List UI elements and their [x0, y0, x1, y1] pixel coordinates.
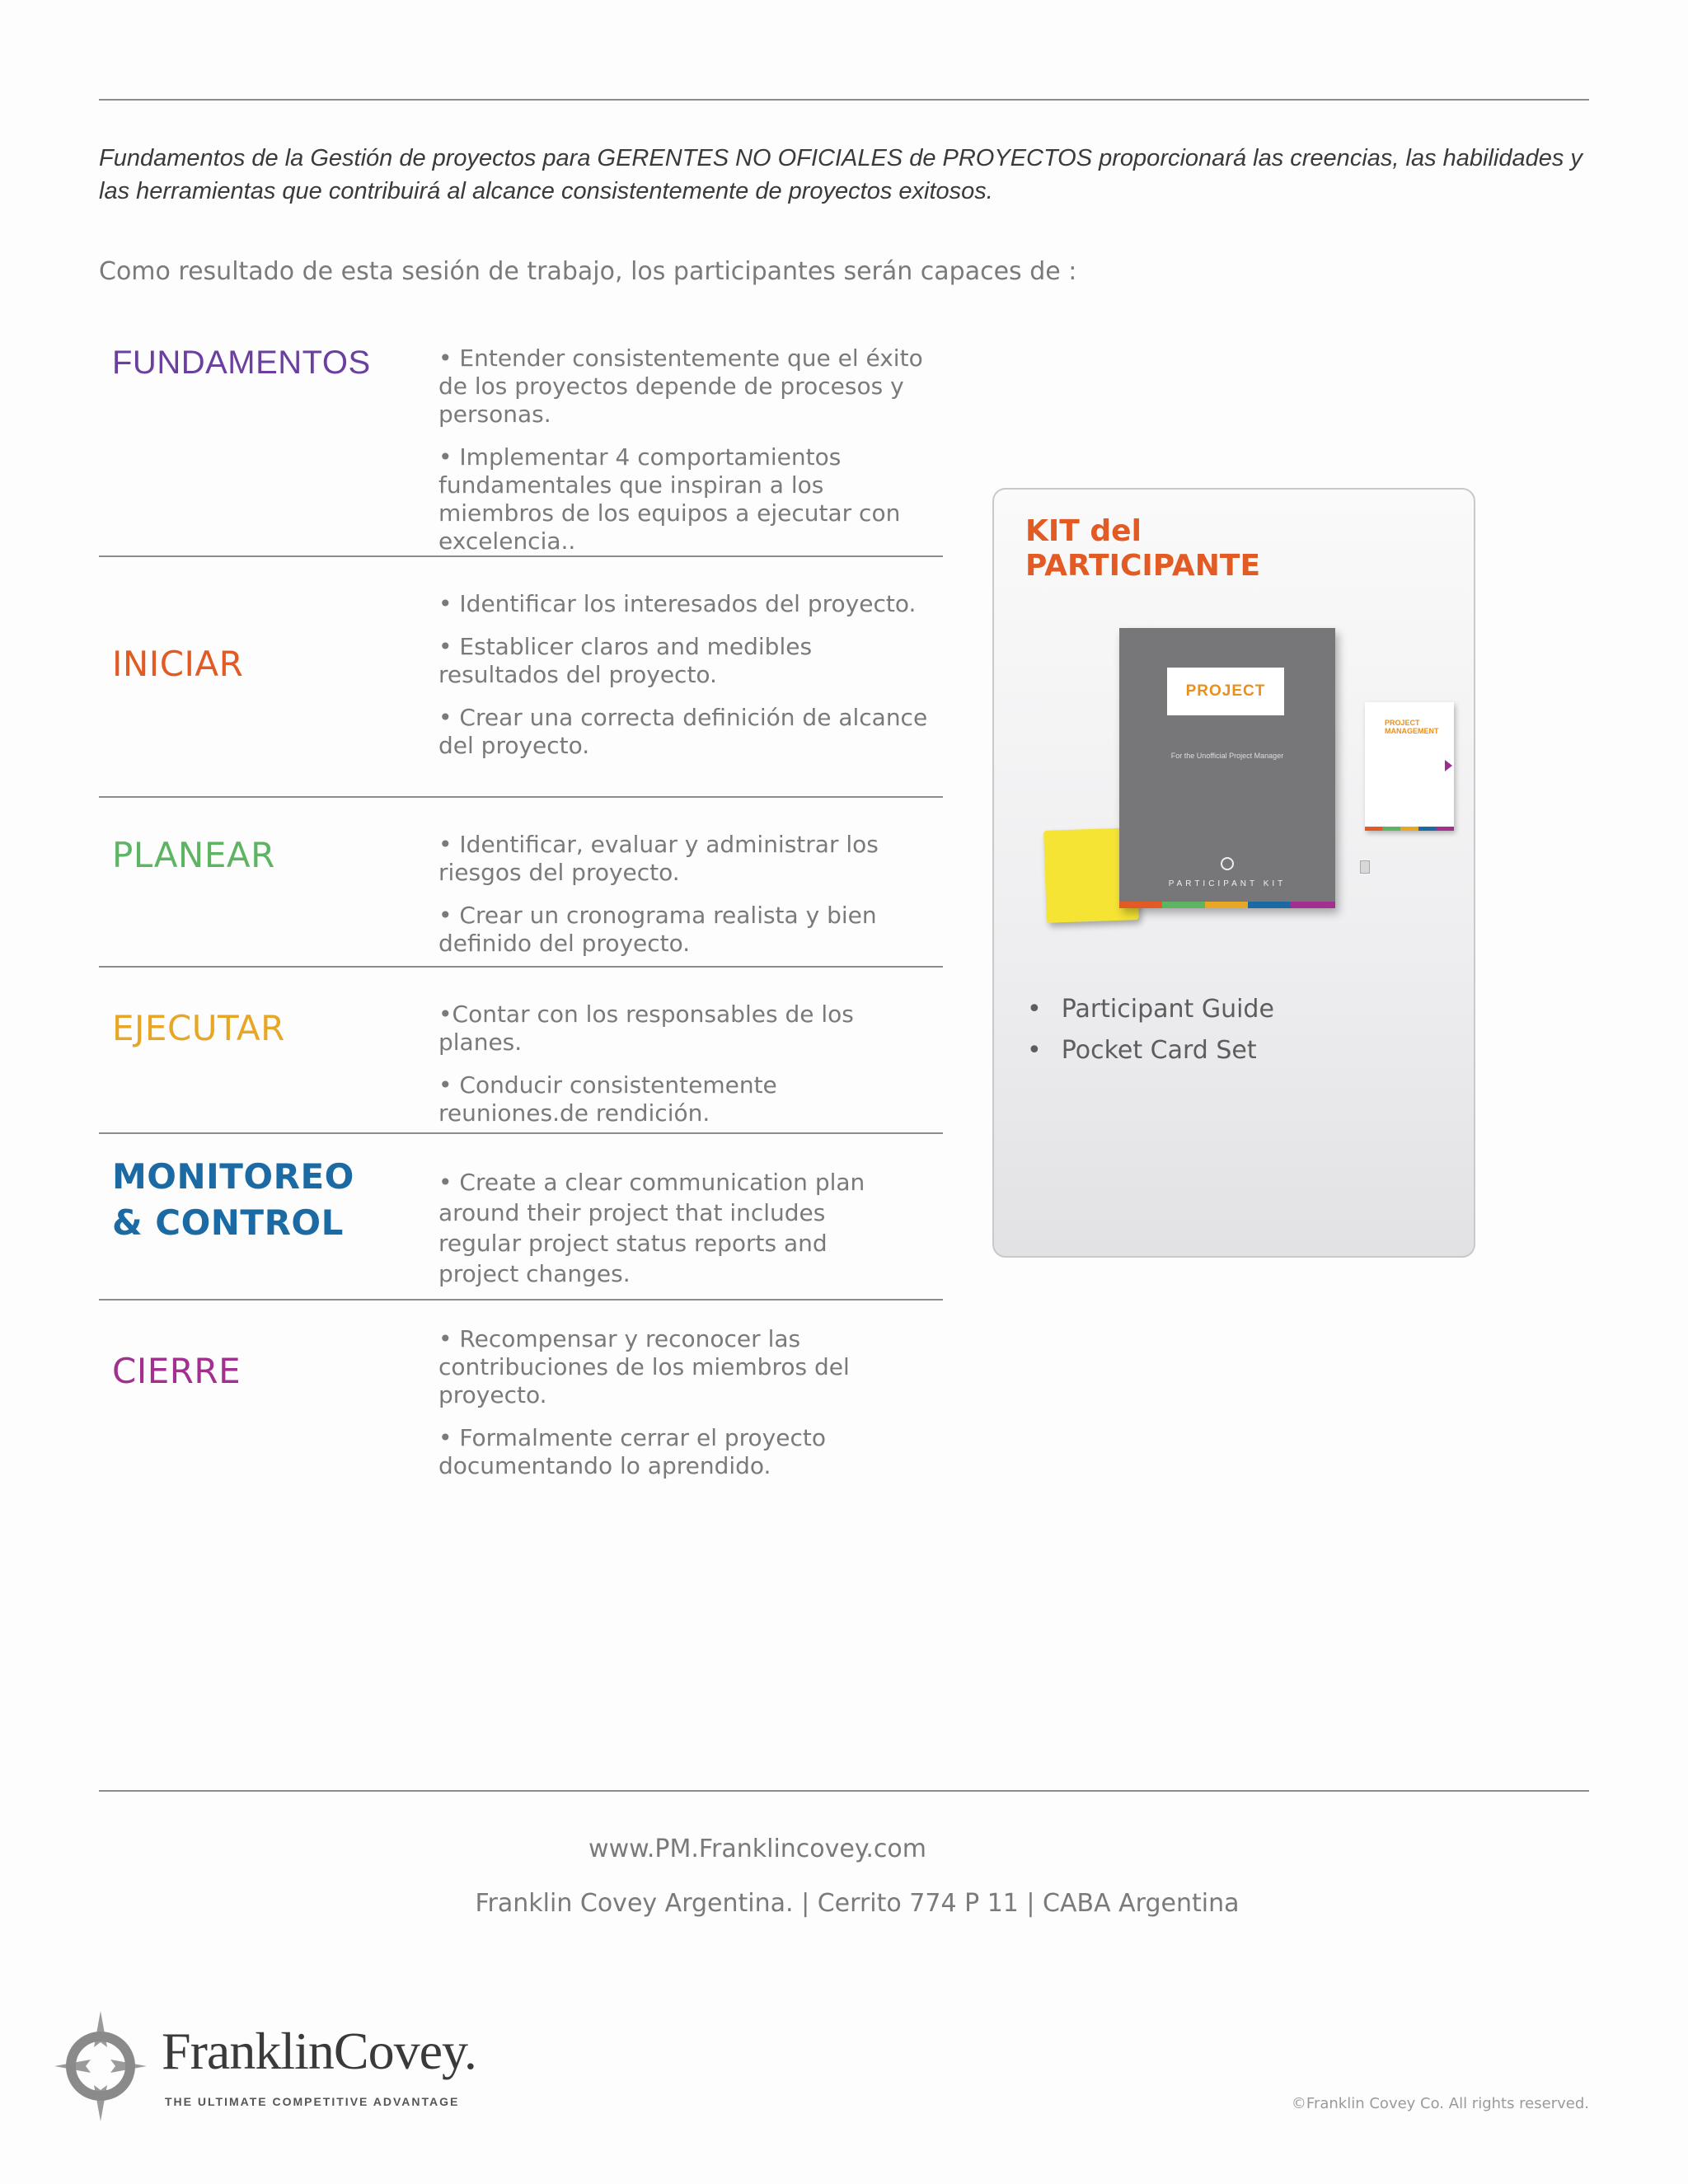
address-text: Franklin Covey Argentina. | Cerrito 774 P 11 | CABA Argentina — [475, 1889, 1240, 1918]
book-label: PROJECT — [1167, 668, 1284, 715]
bullet-item: • Recompensar y reconocer las contribuciones de los miembros del proyecto. — [438, 1325, 850, 1408]
section-title: FUNDAMENTOS — [112, 344, 371, 381]
bullet-item: •Contar con los responsables de los planes. — [438, 1001, 854, 1056]
section-planear — [99, 798, 943, 968]
pocket-card-image — [1365, 702, 1454, 831]
section-iniciar — [99, 557, 943, 798]
color-stripe — [1291, 902, 1335, 908]
section-ejecutar — [99, 968, 943, 1134]
section-monitoreo-control — [99, 1134, 943, 1301]
color-stripe — [1248, 902, 1291, 908]
participant-guide-image — [1119, 628, 1335, 908]
bullet-list — [438, 344, 933, 570]
intro-text: Fundamentos de la Gestión de proyectos para GERENTES NO OFICIALES de PROYECTOS proporcionará las creencias, las habilidades y las herramientas que contribuirá al alcance consistentemente de proyectos exitosos. — [99, 145, 1582, 204]
book-kit-label: PARTICIPANT KIT — [1168, 879, 1287, 888]
bullet-item: • Identificar los interesados del proyecto. — [438, 590, 917, 617]
bullet-item: • Formalmente cerrar el proyecto documentando lo aprendido. — [438, 1424, 826, 1479]
bullet-item: • Conducir consistentemente reuniones.de rendición. — [438, 1071, 777, 1127]
kit-item: • Pocket Card Set — [1027, 1030, 1274, 1071]
bullet-list — [438, 1325, 933, 1495]
kit-item: • Participant Guide — [1027, 989, 1274, 1030]
section-title: CIERRE — [112, 1351, 241, 1391]
footer-rule — [99, 1790, 1589, 1792]
section-title: EJECUTAR — [112, 1008, 285, 1048]
bullet-list — [438, 590, 933, 775]
bullet-item: • Implementar 4 comportamientos fundamentales que inspiran a los miembros de los equipos a ejecutar con excelencia.. — [438, 443, 901, 555]
color-stripe — [1205, 902, 1248, 908]
section-title: INICIAR — [112, 644, 244, 684]
bullet-item: • Identificar, evaluar y administrar los riesgos del proyecto. — [438, 831, 879, 886]
website-link[interactable]: www.PM.Franklincovey.com — [588, 1835, 926, 1863]
kit-title: KIT del PARTICIPANTE — [1025, 514, 1261, 583]
brand-wordmark: FranklinCovey. — [162, 2022, 476, 2080]
copyright-text: ©Franklin Covey Co. All rights reserved. — [1291, 2095, 1589, 2112]
color-stripe — [1162, 902, 1205, 908]
brand-tagline: THE ULTIMATE COMPETITIVE ADVANTAGE — [165, 2095, 460, 2108]
color-stripe — [1365, 827, 1454, 831]
lead-text: Como resultado de esta sesión de trabajo, los participantes serán capaces de : — [99, 257, 1077, 286]
kit-items-list — [1027, 989, 1274, 1071]
bullet-item: • Establicer claros and medibles resultados del proyecto. — [438, 633, 813, 688]
book-subtitle: For the Unofficial Project Manager — [1170, 752, 1284, 760]
bullet-item: • Entender consistentemente que el éxito de los proyectos depende de procesos y personas. — [438, 344, 923, 428]
compass-icon — [1221, 857, 1234, 870]
section-title: PLANEAR — [112, 835, 275, 875]
section-cierre — [99, 1301, 943, 1498]
franklincovey-compass-logo — [54, 2011, 147, 2121]
top-rule — [99, 99, 1589, 101]
arrow-icon — [1445, 760, 1452, 771]
clip-image — [1360, 860, 1370, 874]
card-label: PROJECT MANAGEMENT — [1385, 719, 1439, 735]
section-title: MONITOREO & CONTROL — [112, 1156, 354, 1243]
participant-kit-panel — [992, 488, 1475, 1258]
bullet-list — [438, 1167, 867, 1304]
color-stripe — [1119, 902, 1162, 908]
section-fundamentos — [99, 336, 943, 557]
bullet-item: • Crear un cronograma realista y bien definido del proyecto. — [438, 902, 877, 957]
bullet-item: • Create a clear communication plan around their project that includes regular project status reports and project changes. — [438, 1169, 865, 1287]
bullet-list — [438, 831, 933, 972]
bullet-item: • Crear una correcta definición de alcance del proyecto. — [438, 704, 928, 759]
bullet-list — [438, 1001, 933, 1142]
